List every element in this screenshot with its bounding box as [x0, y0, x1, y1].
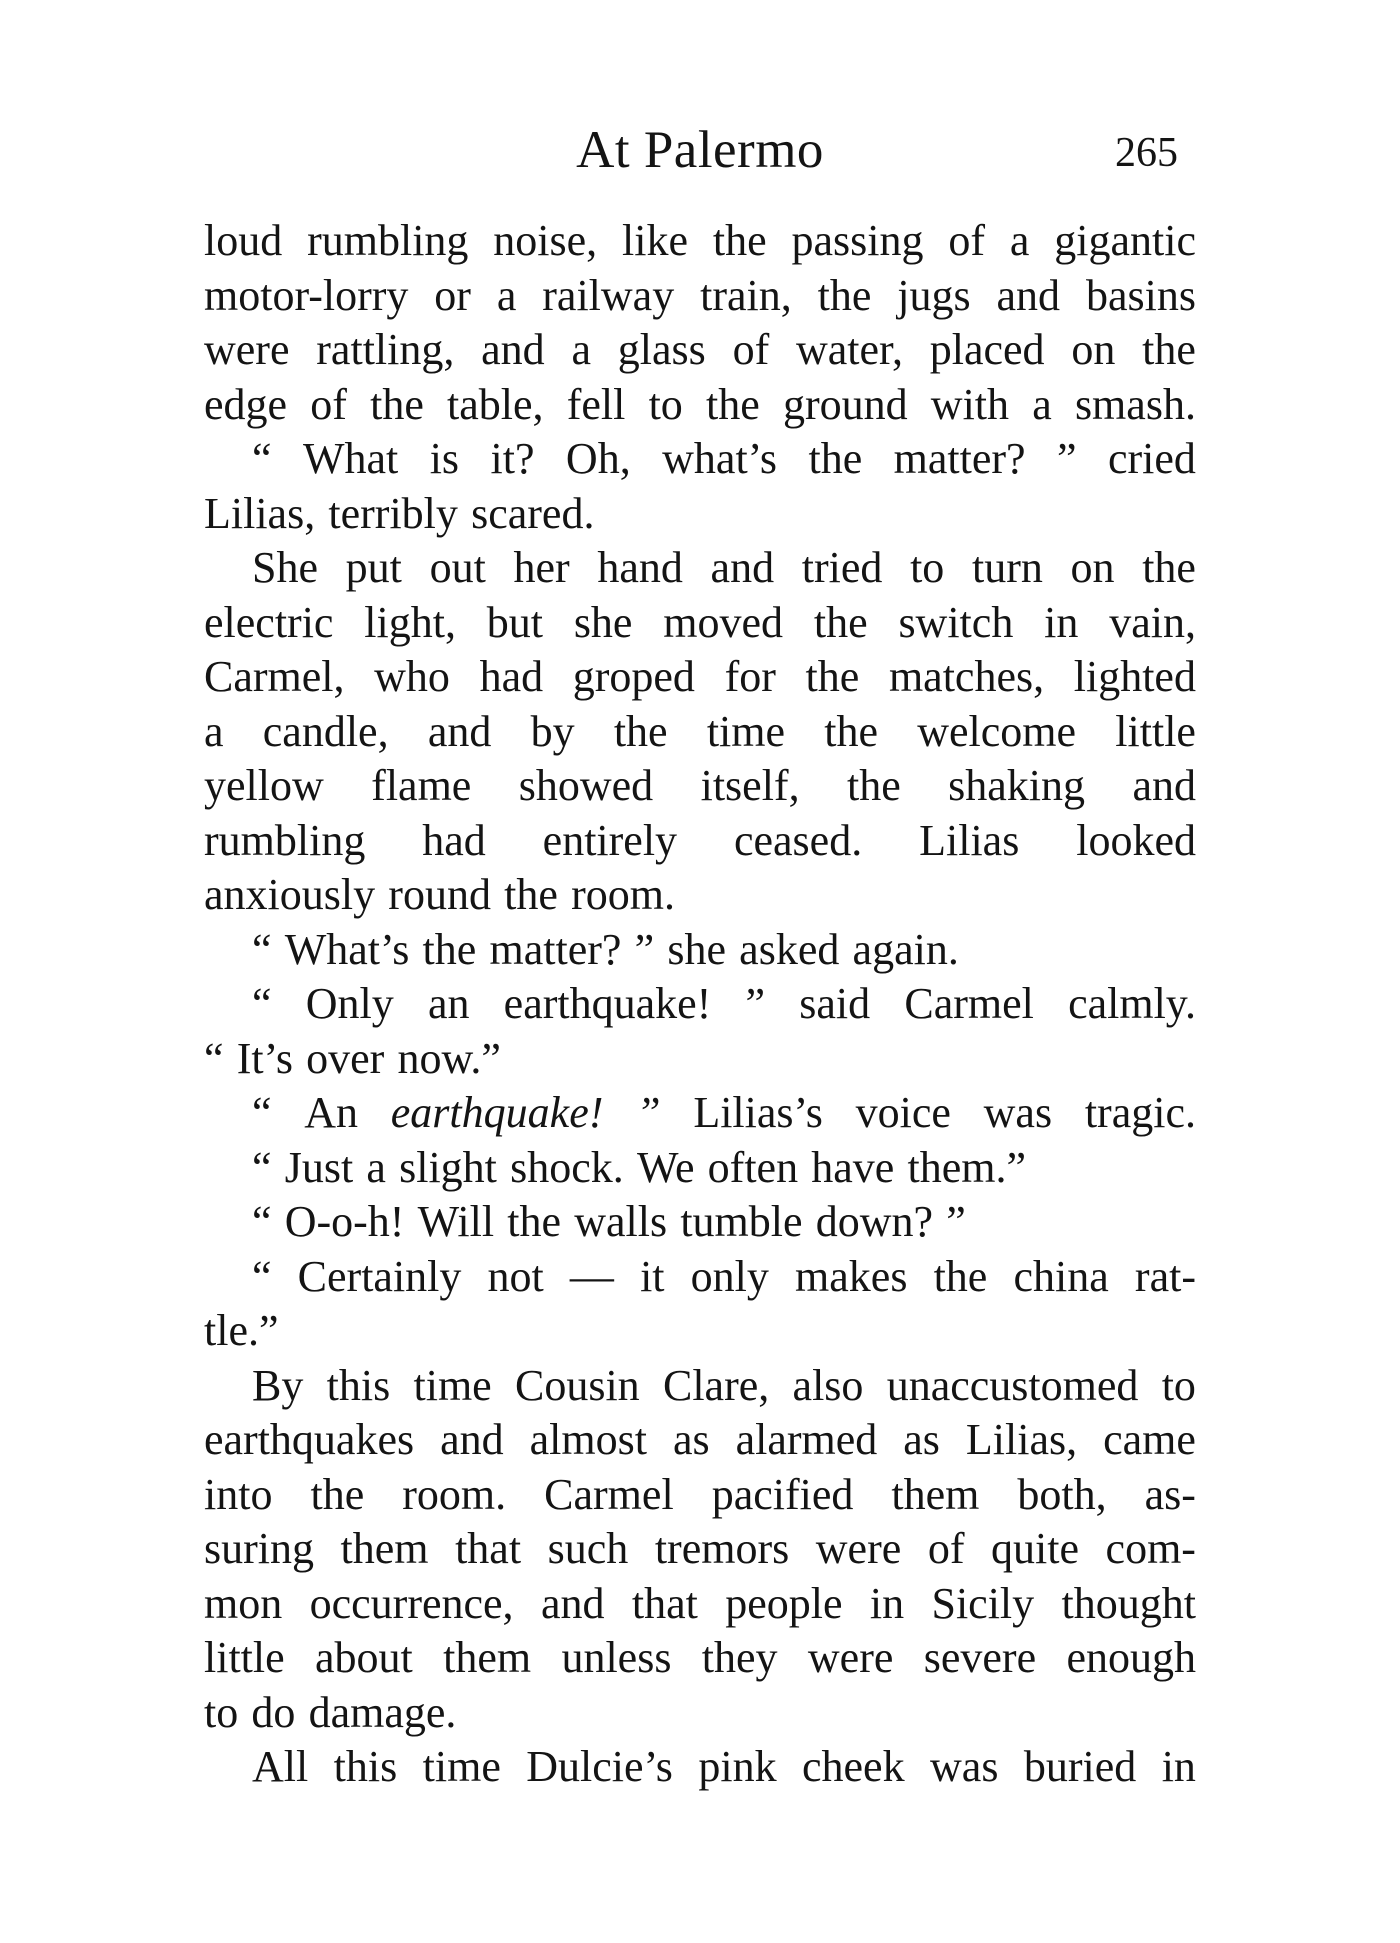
- text-line: [204, 814, 1196, 869]
- word: or: [434, 270, 471, 320]
- word: All: [252, 1742, 309, 1791]
- word: them.”: [907, 1142, 1027, 1192]
- text-line: [204, 1359, 1196, 1414]
- word: and: [710, 543, 775, 592]
- text-line: [204, 1631, 1196, 1686]
- word: shock.: [510, 1142, 624, 1192]
- word: shaking: [948, 761, 1086, 810]
- word: flame: [371, 761, 472, 810]
- word: tried: [801, 543, 883, 592]
- word: glass: [617, 325, 706, 374]
- word: and: [427, 706, 492, 756]
- word: in: [1044, 597, 1079, 647]
- word: cheek: [802, 1742, 905, 1791]
- word: of: [948, 216, 986, 265]
- word: table,: [447, 379, 544, 429]
- word: time: [413, 1360, 492, 1410]
- word: yellow: [204, 761, 324, 810]
- word: “: [252, 979, 272, 1028]
- word: had: [479, 652, 544, 701]
- word: an: [427, 979, 470, 1028]
- word: earthquake!: [503, 979, 712, 1028]
- word: to: [648, 379, 683, 429]
- word: smash.: [1074, 379, 1196, 429]
- text-line: [204, 323, 1196, 378]
- word: not: [487, 1251, 544, 1301]
- word: her: [513, 543, 570, 592]
- word: as-: [1144, 1469, 1196, 1519]
- word: scared.: [471, 488, 595, 538]
- word: ”: [1057, 434, 1077, 483]
- word: also: [792, 1360, 864, 1410]
- word: terribly: [328, 488, 458, 538]
- word: Dulcie’s: [526, 1742, 673, 1791]
- text-line: [204, 378, 1196, 433]
- word: the: [310, 1469, 365, 1519]
- word: What’s: [284, 924, 410, 974]
- word: She: [252, 543, 318, 592]
- text-line: [204, 923, 1196, 978]
- word: had: [422, 815, 486, 865]
- word: electric: [204, 597, 334, 647]
- word: such: [547, 1524, 629, 1573]
- word: rat-: [1134, 1251, 1196, 1301]
- word: makes: [795, 1251, 908, 1301]
- word: railway: [542, 270, 675, 320]
- word: alarmed: [735, 1415, 878, 1464]
- word: “: [252, 1251, 272, 1301]
- word: edge: [204, 379, 288, 429]
- word: for: [724, 652, 776, 701]
- word: them: [340, 1524, 429, 1573]
- text-line: [204, 487, 1196, 542]
- word: of: [310, 379, 347, 429]
- word: have: [811, 1142, 895, 1192]
- text-line: [204, 214, 1196, 269]
- text-line: [204, 1195, 1196, 1250]
- word: mon: [204, 1578, 283, 1628]
- word: the: [422, 924, 477, 974]
- word: room.: [571, 870, 675, 919]
- word: little: [1115, 706, 1196, 756]
- word: they: [701, 1633, 778, 1682]
- word: Oh,: [565, 434, 631, 483]
- word: “: [204, 1033, 224, 1083]
- word: Carmel: [904, 979, 1034, 1028]
- text-line: [204, 1577, 1196, 1632]
- word: and: [540, 1578, 605, 1628]
- word: Cousin: [514, 1360, 640, 1410]
- word: both,: [1017, 1469, 1107, 1519]
- word: Carmel,: [204, 652, 345, 701]
- word: walls: [574, 1197, 668, 1246]
- text-line: [204, 977, 1196, 1032]
- word: “: [252, 434, 272, 483]
- word: put: [345, 543, 402, 592]
- word: rumbling: [204, 815, 366, 865]
- word: a: [496, 270, 517, 320]
- word: matter?: [893, 434, 1026, 483]
- word: Just: [284, 1142, 354, 1192]
- word: “: [252, 1088, 272, 1137]
- word: water,: [796, 325, 903, 374]
- word: a: [204, 706, 224, 756]
- word: said: [799, 979, 871, 1028]
- word: unaccustomed: [886, 1360, 1139, 1410]
- word: earthquake!: [390, 1088, 604, 1137]
- text-line: [204, 1141, 1196, 1196]
- word: of: [927, 1524, 965, 1573]
- word: Only: [305, 979, 394, 1028]
- word: what’s: [662, 434, 778, 483]
- word: that: [455, 1524, 522, 1573]
- word: the: [805, 652, 860, 701]
- word: people: [725, 1578, 843, 1628]
- word: down?: [815, 1197, 934, 1246]
- word: and: [1132, 761, 1196, 810]
- word: and: [440, 1415, 504, 1464]
- word: to: [1161, 1360, 1196, 1410]
- text-line: [204, 868, 1196, 923]
- word: voice: [855, 1088, 951, 1137]
- word: of: [732, 325, 770, 374]
- word: candle,: [262, 706, 389, 756]
- word: room.: [402, 1469, 507, 1519]
- word: tle.”: [204, 1306, 279, 1355]
- word: was: [930, 1742, 999, 1791]
- word: it: [640, 1251, 665, 1301]
- text-line: [204, 759, 1196, 814]
- word: and: [481, 325, 545, 374]
- word: over: [306, 1033, 385, 1083]
- text-line: [204, 1686, 1196, 1741]
- word: We: [636, 1142, 695, 1192]
- word: that: [631, 1578, 698, 1628]
- word: turn: [971, 543, 1043, 592]
- word: rattling,: [316, 325, 455, 374]
- word: to: [910, 543, 945, 592]
- text-line: [204, 596, 1196, 651]
- word: pacified: [711, 1469, 854, 1519]
- word: O-o-h!: [284, 1197, 405, 1246]
- word: groped: [572, 652, 695, 701]
- body-text: [204, 214, 1196, 1795]
- word: into: [204, 1469, 273, 1519]
- word: cried: [1108, 434, 1196, 483]
- word: in: [869, 1578, 905, 1628]
- word: com-: [1105, 1524, 1196, 1573]
- word: a: [366, 1142, 386, 1192]
- word: Clare,: [662, 1360, 770, 1410]
- text-line: [204, 1740, 1196, 1795]
- word: the: [370, 379, 424, 429]
- text-line: [204, 1250, 1196, 1305]
- word: slight: [399, 1142, 497, 1192]
- text-line: [204, 1032, 1196, 1087]
- word: like: [622, 216, 689, 265]
- word: severe: [923, 1633, 1037, 1682]
- text-line: [204, 1468, 1196, 1523]
- word: and: [996, 270, 1061, 320]
- word: ceased.: [733, 815, 863, 865]
- word: were: [204, 325, 290, 374]
- word: noise,: [493, 216, 598, 265]
- word: as: [672, 1415, 710, 1464]
- word: in: [1161, 1742, 1196, 1791]
- word: time: [706, 706, 786, 756]
- word: tumble: [680, 1197, 803, 1246]
- word: ”: [745, 979, 766, 1028]
- word: tragic.: [1084, 1088, 1196, 1137]
- word: showed: [518, 761, 654, 810]
- word: ”: [946, 1197, 966, 1246]
- page-number: 265: [1115, 130, 1178, 176]
- word: calmly.: [1068, 979, 1196, 1028]
- word: “: [252, 924, 272, 974]
- word: on: [1071, 325, 1116, 374]
- word: light,: [364, 597, 456, 647]
- word: moved: [663, 597, 784, 647]
- word: again.: [852, 924, 959, 974]
- text-line: [204, 1304, 1196, 1359]
- word: on: [1070, 543, 1115, 592]
- word: Carmel: [544, 1469, 674, 1519]
- word: this: [333, 1742, 398, 1791]
- word: with: [930, 379, 1010, 429]
- word: gigantic: [1054, 216, 1196, 265]
- word: ”: [634, 924, 655, 974]
- word: time: [422, 1742, 501, 1791]
- word: this: [326, 1360, 391, 1410]
- word: them: [891, 1469, 980, 1519]
- word: tremors: [654, 1524, 790, 1573]
- word: little: [204, 1633, 285, 1682]
- word: the: [712, 216, 767, 265]
- word: the: [933, 1251, 988, 1301]
- word: she: [573, 597, 633, 647]
- word: Certainly: [297, 1251, 462, 1301]
- word: matter?: [489, 924, 622, 974]
- word: What: [302, 434, 399, 483]
- running-title: At Palermo: [576, 121, 824, 179]
- word: matches,: [888, 652, 1045, 701]
- word: loud: [204, 216, 283, 265]
- word: the: [1142, 543, 1196, 592]
- word: the: [813, 597, 868, 647]
- word: vain,: [1109, 597, 1196, 647]
- text-line: [204, 269, 1196, 324]
- word: came: [1103, 1415, 1196, 1464]
- word: An: [304, 1088, 359, 1137]
- word: she: [667, 924, 726, 974]
- word: buried: [1023, 1742, 1137, 1791]
- word: lighted: [1073, 652, 1196, 701]
- word: now.”: [397, 1033, 501, 1083]
- word: motor-lorry: [204, 270, 409, 320]
- word: passing: [791, 216, 924, 265]
- word: who: [374, 652, 450, 701]
- word: unless: [561, 1633, 672, 1682]
- word: damage.: [308, 1687, 457, 1737]
- word: asked: [739, 924, 840, 974]
- word: quite: [991, 1524, 1079, 1573]
- word: Lilias: [919, 815, 1020, 865]
- word: about: [315, 1633, 413, 1682]
- word: the: [808, 434, 863, 483]
- word: as: [903, 1415, 940, 1464]
- word: only: [690, 1251, 769, 1301]
- text-line: [204, 1522, 1196, 1577]
- text-line: [204, 705, 1196, 760]
- text-line: [204, 1086, 1196, 1141]
- word: to: [204, 1687, 239, 1737]
- word: the: [1142, 325, 1196, 374]
- word: welcome: [917, 706, 1077, 756]
- word: suring: [204, 1524, 314, 1573]
- word: Lilias,: [965, 1415, 1078, 1464]
- word: but: [486, 597, 543, 647]
- word: ”: [636, 1088, 661, 1137]
- word: ground: [782, 379, 908, 429]
- word: looked: [1076, 815, 1196, 865]
- word: the: [507, 1197, 562, 1246]
- word: pink: [698, 1742, 777, 1791]
- word: train,: [700, 270, 792, 320]
- text-line: [204, 1413, 1196, 1468]
- word: round: [388, 870, 491, 919]
- word: out: [429, 543, 486, 592]
- word: do: [251, 1687, 296, 1737]
- word: china: [1013, 1251, 1109, 1301]
- word: jugs: [897, 270, 971, 320]
- word: the: [846, 761, 901, 810]
- word: it?: [490, 434, 535, 483]
- word: Lilias’s: [693, 1088, 823, 1137]
- word: It’s: [236, 1033, 293, 1083]
- word: by: [530, 706, 575, 756]
- word: placed: [929, 325, 1045, 374]
- word: fell: [566, 379, 626, 429]
- word: almost: [529, 1415, 647, 1464]
- text-line: [204, 650, 1196, 705]
- text-line: [204, 432, 1196, 487]
- word: the: [824, 706, 879, 756]
- word: “: [252, 1142, 272, 1192]
- word: them: [443, 1633, 532, 1682]
- word: the: [613, 706, 668, 756]
- word: itself,: [700, 761, 800, 810]
- word: the: [504, 870, 558, 919]
- word: basins: [1085, 270, 1196, 320]
- word: often: [707, 1142, 799, 1192]
- word: a: [1009, 216, 1030, 265]
- word: earthquakes: [204, 1415, 415, 1464]
- word: enough: [1066, 1633, 1196, 1682]
- word: entirely: [542, 815, 678, 865]
- word: Will: [417, 1197, 495, 1246]
- word: were: [815, 1524, 902, 1573]
- word: thought: [1061, 1578, 1196, 1628]
- word: —: [569, 1251, 614, 1301]
- word: occurrence,: [309, 1578, 514, 1628]
- word: rumbling: [307, 216, 469, 265]
- word: a: [571, 325, 591, 374]
- word: were: [807, 1633, 894, 1682]
- word: was: [983, 1088, 1053, 1137]
- word: switch: [898, 597, 1014, 647]
- word: anxiously: [204, 870, 376, 919]
- word: Lilias,: [204, 488, 316, 538]
- text-line: [204, 541, 1196, 596]
- word: a: [1032, 379, 1052, 429]
- word: is: [429, 434, 460, 483]
- word: the: [817, 270, 872, 320]
- word: the: [706, 379, 760, 429]
- word: Sicily: [931, 1578, 1035, 1628]
- word: By: [252, 1360, 304, 1410]
- word: hand: [597, 543, 683, 592]
- word: “: [252, 1197, 272, 1246]
